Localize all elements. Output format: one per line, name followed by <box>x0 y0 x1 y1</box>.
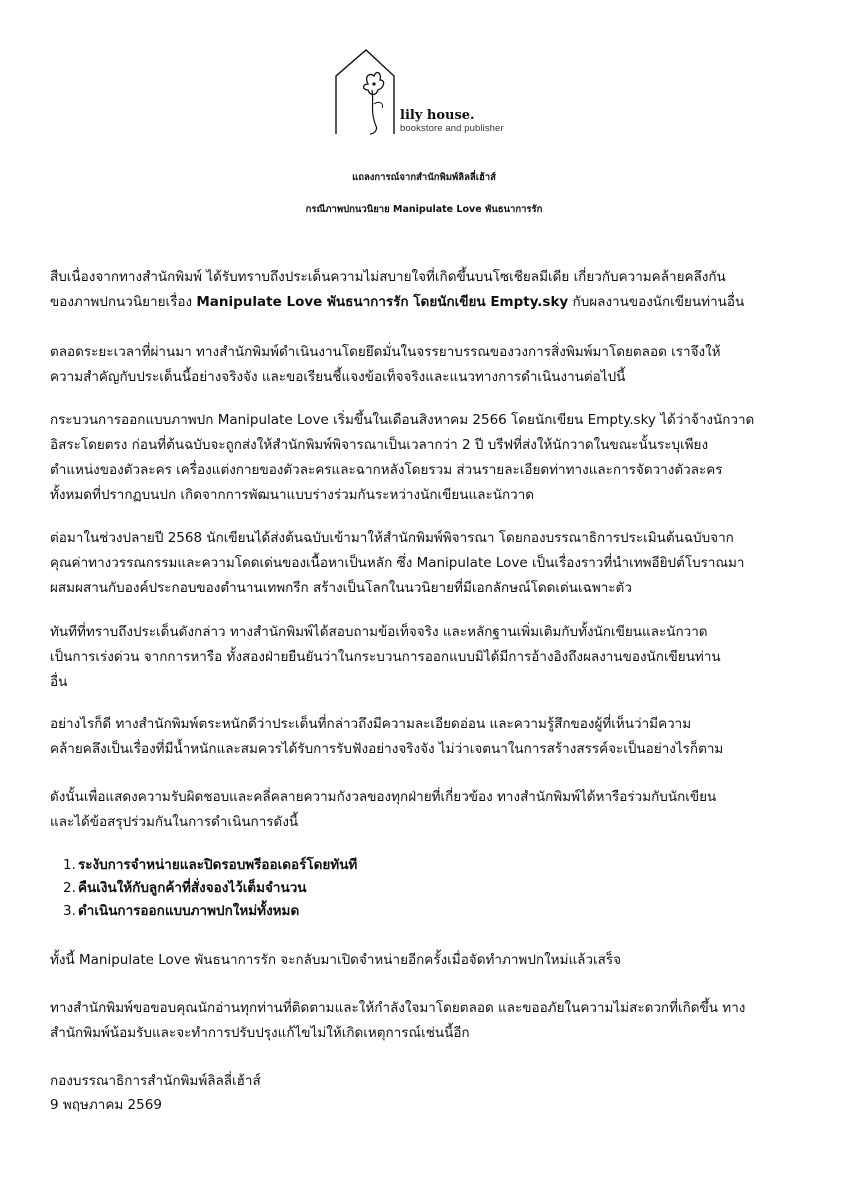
text-line: ผสมผสานกับองค์ประกอบของตำนานเทพกรีก สร้างเป็นโลกในนวนิยายที่มีเอกลักษณ์โดดเด่นเฉพาะตัว <box>50 580 632 596</box>
text-line: และได้ข้อสรุปร่วมกันในการดำเนินการดังนี้ <box>50 814 299 830</box>
text-line: อย่างไรก็ดี ทางสำนักพิมพ์ตระหนักดีว่าประเด็นที่กล่าวถึงมีความละเอียดอ่อน และความรู้สึกของผู้ที่เห็นว่ามีความ <box>50 716 692 732</box>
house-lily-icon <box>330 46 400 136</box>
list-number: 1. <box>63 857 76 873</box>
paragraph-8 <box>50 948 810 973</box>
statement-title: แถลงการณ์จากสำนักพิมพ์ลิลลี่เฮ้าส์ <box>352 172 496 183</box>
text-line: ทันทีที่ทราบถึงประเด็นดังกล่าว ทางสำนักพิมพ์ได้สอบถามข้อเท็จจริง และหลักฐานเพิ่มเติมกับทั้งนักเขียนและนักวาด <box>50 624 708 640</box>
text-span: กับผลงานของนักเขียนท่านอื่น <box>568 294 745 310</box>
text-line: ทางสำนักพิมพ์ขอขอบคุณนักอ่านทุกท่านที่ติดตามและให้กำลังใจมาโดยตลอด และขออภัยในความไม่สะดวกที่เกิดขึ้น ทาง <box>50 1000 746 1016</box>
text-line: คุณค่าทางวรรณกรรมและความโดดเด่นของเนื้อหาเป็นหลัก ซึ่ง Manipulate Love เป็นเรื่องราวที่นำเทพอียิปต์โบราณมา <box>50 555 745 571</box>
text-line: สืบเนื่องจากทางสำนักพิมพ์ ได้รับทราบถึงประเด็นความไม่สบายใจที่เกิดขึ้นบนโซเชียลมีเดีย เกี่ยวกับความคล้ายคลึงกัน <box>50 269 726 285</box>
signature-block <box>50 1069 261 1117</box>
text-line: กระบวนการออกแบบภาพปก Manipulate Love เริ่มขึ้นในเดือนสิงหาคม 2566 โดยนักเขียน Empty.sky ได้ว่าจ้างนักวาด <box>50 412 755 428</box>
list-item <box>63 877 357 900</box>
publisher-logo <box>330 46 530 136</box>
text-line: ทั้งนี้ Manipulate Love พันธนาการรัก จะกลับมาเปิดจำหน่ายอีกครั้งเมื่อจัดทำภาพปกใหม่แล้วเสร็จ <box>50 952 622 968</box>
paragraph-7 <box>50 785 810 835</box>
text-line: คล้ายคลึงเป็นเรื่องที่มีน้ำหนักและสมควรได้รับการรับฟังอย่างจริงจัง ไม่ว่าเจตนาในการสร้างสรรค์จะเป็นอย่างไรก็ตาม <box>50 741 724 757</box>
text-line: ต่อมาในช่วงปลายปี 2568 นักเขียนได้ส่งต้นฉบับเข้ามาให้สำนักพิมพ์พิจารณา โดยกองบรรณาธิการประเมินต้นฉบับจาก <box>50 530 734 546</box>
paragraph-3 <box>50 408 810 508</box>
statement-subtitle: กรณีภาพปกนวนิยาย Manipulate Love พันธนาการรัก <box>305 204 543 215</box>
signature-org: กองบรรณาธิการสำนักพิมพ์ลิลลี่เฮ้าส์ <box>50 1073 261 1089</box>
signature-date: 9 พฤษภาคม 2569 <box>50 1097 162 1113</box>
text-line: ตลอดระยะเวลาที่ผ่านมา ทางสำนักพิมพ์ดำเนินงานโดยยึดมั่นในจรรยาบรรณของวงการสิ่งพิมพ์มาโดยตลอด เราจึงให้ <box>50 344 721 360</box>
paragraph-4 <box>50 526 810 601</box>
logo-name: lily house. <box>400 108 475 123</box>
book-title-bold: Manipulate Love พันธนาการรัก โดยนักเขียน Empty.sky <box>196 294 569 310</box>
list-item <box>63 854 357 877</box>
text-line: เป็นการเร่งด่วน จากการหารือ ทั้งสองฝ่ายยืนยันว่าในกระบวนการออกแบบมิได้มีการอ้างอิงถึงผลงานของนักเขียนท่าน <box>50 649 721 665</box>
paragraph-6 <box>50 712 810 762</box>
paragraph-9 <box>50 996 810 1046</box>
list-item-text: ระงับการจำหน่ายและปิดรอบพรีออเดอร์โดยทันที <box>78 857 358 873</box>
text-line: อิสระโดยตรง ก่อนที่ต้นฉบับจะถูกส่งให้สำนักพิมพ์พิจารณาเป็นเวลากว่า 2 ปี บรีฟที่ส่งให้นักวาดในขณะนั้นระบุเพียง <box>50 437 709 453</box>
text-line: อื่น <box>50 674 68 690</box>
logo-tagline: bookstore and publisher <box>400 123 504 134</box>
text-line <box>50 290 810 315</box>
text-line: ทั้งหมดที่ปรากฏบนปก เกิดจากการพัฒนาแบบร่างร่วมกันระหว่างนักเขียนและนักวาด <box>50 487 535 503</box>
text-span: ของภาพปกนวนิยายเรื่อง <box>50 294 197 310</box>
paragraph-1 <box>50 265 810 315</box>
action-list <box>63 854 357 923</box>
paragraph-2 <box>50 340 810 390</box>
list-item-text: คืนเงินให้กับลูกค้าที่สั่งจองไว้เต็มจำนวน <box>78 880 307 896</box>
list-item-text: ดำเนินการออกแบบภาพปกใหม่ทั้งหมด <box>78 903 300 919</box>
paragraph-5 <box>50 620 810 695</box>
list-number: 2. <box>63 880 76 896</box>
text-line: ดังนั้นเพื่อแสดงความรับผิดชอบและคลี่คลายความกังวลของทุกฝ่ายที่เกี่ยวข้อง ทางสำนักพิมพ์ได้หารือร่วมกับนักเขียน <box>50 789 717 805</box>
text-line: ความสำคัญกับประเด็นนี้อย่างจริงจัง และขอเรียนชี้แจงข้อเท็จจริงและแนวทางการดำเนินงานต่อไปนี้ <box>50 369 626 385</box>
list-item <box>63 900 357 923</box>
text-line: สำนักพิมพ์น้อมรับและจะทำการปรับปรุงแก้ไขไม่ให้เกิดเหตุการณ์เช่นนี้อีก <box>50 1025 470 1041</box>
list-number: 3. <box>63 903 76 919</box>
text-line: ตำแหน่งของตัวละคร เครื่องแต่งกายของตัวละครและฉากหลังโดยรวม ส่วนรายละเอียดท่าทางและการจัดวางตัวละคร <box>50 462 723 478</box>
